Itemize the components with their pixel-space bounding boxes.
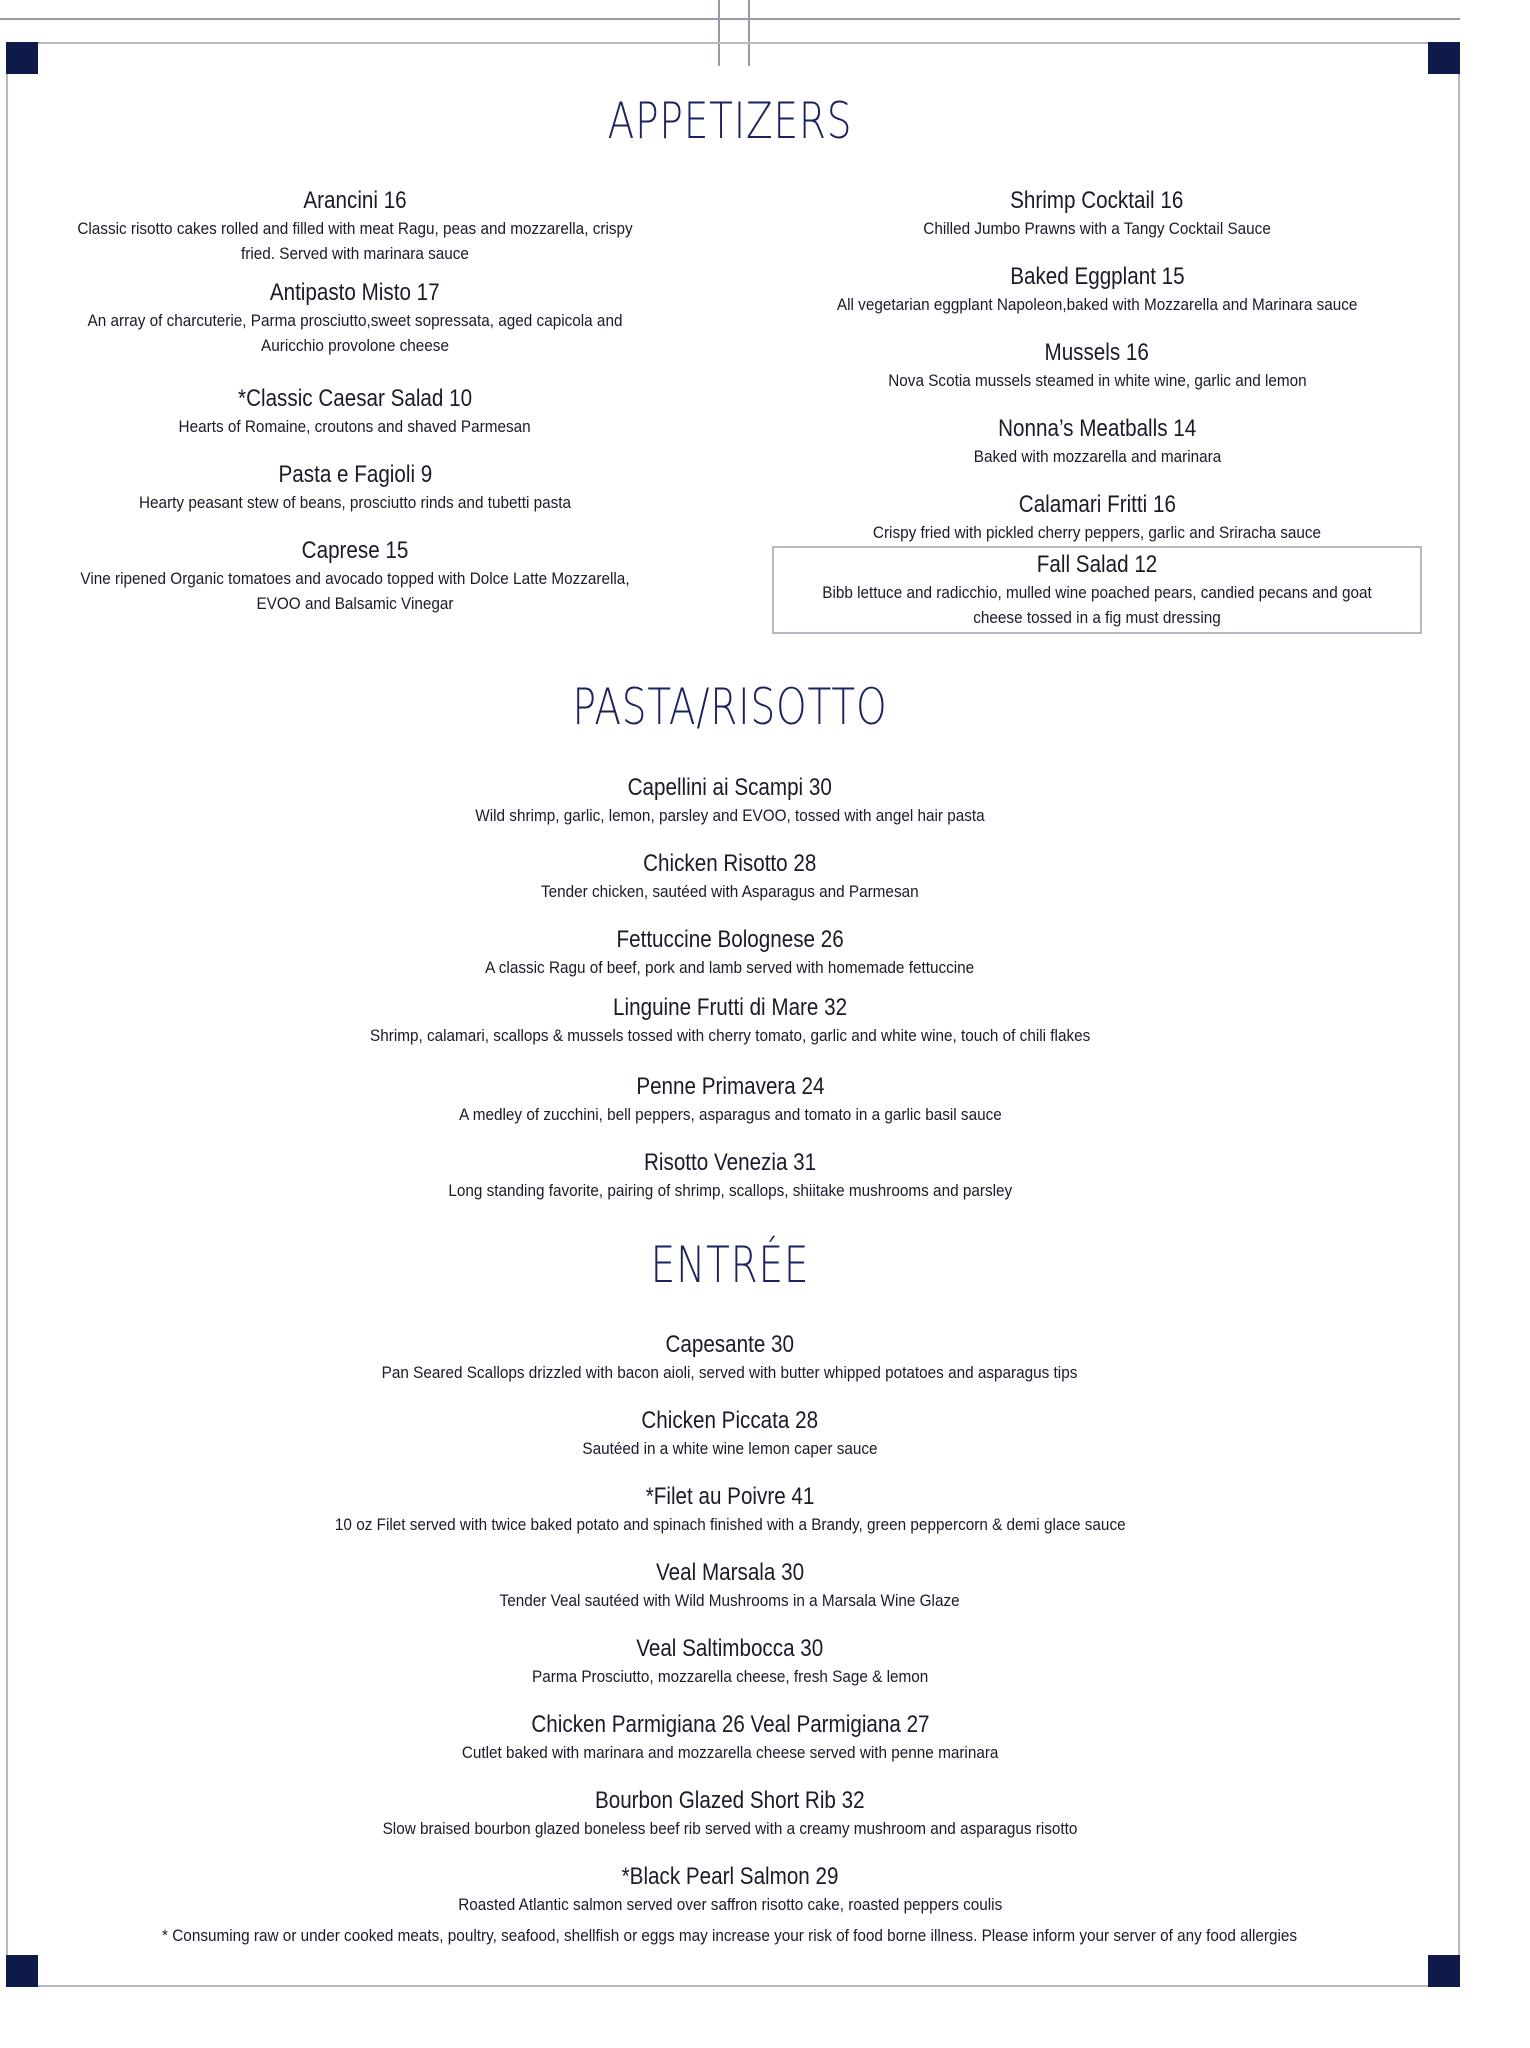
- item-name: Linguine Frutti di Mare 32: [612, 994, 848, 1021]
- item-description: A medley of zucchini, bell peppers, asparagus and tomato in a garlic basil sauce: [458, 1105, 1002, 1124]
- item-description: Chilled Jumbo Prawns with a Tangy Cocktail Sauce: [923, 219, 1271, 238]
- menu-item: [30, 460, 680, 536]
- item-description: A classic Ragu of beef, pork and lamb served with homemade fettuccine: [485, 958, 975, 977]
- pasta-heading: PASTA/RISOTTO: [572, 678, 888, 736]
- item-description: Shrimp, calamari, scallops & mussels tossed with cherry tomato, garlic and white wine, touch of chili flakes: [369, 1026, 1091, 1045]
- entree-heading: ENTRÉE: [650, 1236, 810, 1294]
- menu-item: [200, 849, 1260, 925]
- item-description: Hearts of Romaine, croutons and shaved Parmesan: [178, 417, 532, 436]
- menu-item: [200, 925, 1260, 993]
- appetizers-left-column: [30, 186, 680, 616]
- corner-ornament-tr: [1428, 42, 1460, 74]
- item-name: Pasta e Fagioli 9: [278, 461, 432, 488]
- menu-item: [200, 1710, 1260, 1786]
- top-rule: [0, 18, 1460, 20]
- menu-item: [200, 1482, 1260, 1558]
- item-name: Shrimp Cocktail 16: [1010, 187, 1184, 214]
- menu-item: [200, 1558, 1260, 1634]
- item-name: Fall Salad 12: [1036, 551, 1158, 578]
- corner-ornament-tl: [6, 42, 38, 74]
- item-name: Veal Saltimbocca 30: [636, 1635, 824, 1662]
- item-description: Slow braised bourbon glazed boneless beef rib served with a creamy mushroom and asparagus risotto: [382, 1819, 1078, 1838]
- menu-item: [200, 1406, 1260, 1482]
- item-description: Bibb lettuce and radicchio, mulled wine poached pears, candied pecans and goat cheese tossed in a fig must dressing: [822, 583, 1372, 627]
- menu-item: [30, 186, 680, 278]
- item-name: Calamari Fritti 16: [1018, 491, 1176, 518]
- item-name: Antipasto Misto 17: [270, 279, 440, 306]
- item-description: Hearty peasant stew of beans, prosciutto rinds and tubetti pasta: [138, 493, 572, 512]
- appetizers-right-column: [772, 186, 1422, 634]
- appetizers-heading: APPETIZERS: [607, 92, 853, 150]
- menu-item: [200, 1072, 1260, 1148]
- pasta-list: [200, 773, 1260, 1203]
- item-description: Baked with mozzarella and marinara: [973, 447, 1221, 466]
- item-name: Penne Primavera 24: [635, 1073, 825, 1100]
- item-name: Baked Eggplant 15: [1009, 263, 1185, 290]
- item-description: Parma Prosciutto, mozzarella cheese, fresh Sage & lemon: [531, 1667, 929, 1686]
- featured-item-box: [772, 546, 1422, 634]
- item-description: Classic risotto cakes rolled and filled with meat Ragu, peas and mozzarella, crispy fried. Served with marinara sauce: [77, 219, 633, 263]
- menu-item: [200, 1330, 1260, 1406]
- corner-ornament-bl: [6, 1955, 38, 1987]
- menu-item: [200, 773, 1260, 849]
- item-name: *Classic Caesar Salad 10: [237, 385, 473, 412]
- item-description: Sautéed in a white wine lemon caper sauce: [582, 1439, 878, 1458]
- menu-item: [772, 338, 1422, 414]
- item-name: Chicken Piccata 28: [641, 1407, 819, 1434]
- item-name: Arancini 16: [303, 187, 407, 214]
- item-description: Pan Seared Scallops drizzled with bacon aioli, served with butter whipped potatoes and asparagus tips: [382, 1363, 1078, 1382]
- item-name: Capellini ai Scampi 30: [627, 774, 833, 801]
- item-description: Roasted Atlantic salmon served over saffron risotto cake, roasted peppers coulis: [457, 1895, 1002, 1914]
- item-description: Crispy fried with pickled cherry peppers, garlic and Sriracha sauce: [872, 523, 1322, 542]
- allergy-footnote: [0, 1926, 1460, 1946]
- item-description: Nova Scotia mussels steamed in white wine, garlic and lemon: [887, 371, 1307, 390]
- item-name: Risotto Venezia 31: [643, 1149, 817, 1176]
- menu-item: [200, 1786, 1260, 1862]
- item-description: Tender Veal sautéed with Wild Mushrooms in a Marsala Wine Glaze: [499, 1591, 961, 1610]
- item-name: Bourbon Glazed Short Rib 32: [595, 1787, 865, 1814]
- entree-list: [200, 1330, 1260, 1917]
- item-description: Cutlet baked with marinara and mozzarella cheese served with penne marinara: [461, 1743, 999, 1762]
- item-description: Tender chicken, sautéed with Asparagus and Parmesan: [541, 882, 919, 901]
- menu-item: [772, 186, 1422, 262]
- menu-item: [200, 1148, 1260, 1203]
- item-name: Chicken Parmigiana 26 Veal Parmigiana 27: [530, 1711, 930, 1738]
- menu-item: [30, 536, 680, 616]
- item-name: *Black Pearl Salmon 29: [621, 1863, 839, 1890]
- menu-item: [772, 262, 1422, 338]
- footnote-text: * Consuming raw or under cooked meats, poultry, seafood, shellfish or eggs may increase your risk of food borne illness. Please inform your server of any food allergies: [162, 1926, 1298, 1945]
- item-description: Wild shrimp, garlic, lemon, parsley and EVOO, tossed with angel hair pasta: [475, 806, 985, 825]
- item-name: Capesante 30: [665, 1331, 795, 1358]
- item-name: Caprese 15: [301, 537, 409, 564]
- item-name: Fettuccine Bolognese 26: [616, 926, 844, 953]
- item-name: Nonna’s Meatballs 14: [997, 415, 1197, 442]
- item-description: Vine ripened Organic tomatoes and avocado topped with Dolce Latte Mozzarella, EVOO and Balsamic Vinegar: [80, 569, 630, 613]
- item-description: An array of charcuterie, Parma prosciutto,sweet sopressata, aged capicola and Auricchio provolone cheese: [87, 311, 623, 355]
- menu-item: [200, 1862, 1260, 1917]
- item-name: Veal Marsala 30: [655, 1559, 804, 1586]
- corner-ornament-br: [1428, 1955, 1460, 1987]
- menu-item: [772, 490, 1422, 546]
- menu-item: [30, 384, 680, 460]
- item-name: *Filet au Poivre 41: [645, 1483, 815, 1510]
- item-name: Chicken Risotto 28: [643, 850, 817, 877]
- item-description: 10 oz Filet served with twice baked potato and spinach finished with a Brandy, green peppercorn & demi glace sauce: [334, 1515, 1126, 1534]
- item-description: All vegetarian eggplant Napoleon,baked with Mozzarella and Marinara sauce: [836, 295, 1358, 314]
- item-description: Long standing favorite, pairing of shrimp, scallops, shiitake mushrooms and parsley: [448, 1181, 1012, 1200]
- menu-item: [30, 278, 680, 384]
- menu-item: [772, 414, 1422, 490]
- menu-item: [200, 1634, 1260, 1710]
- menu-item: [200, 993, 1260, 1072]
- item-name: Mussels 16: [1044, 339, 1150, 366]
